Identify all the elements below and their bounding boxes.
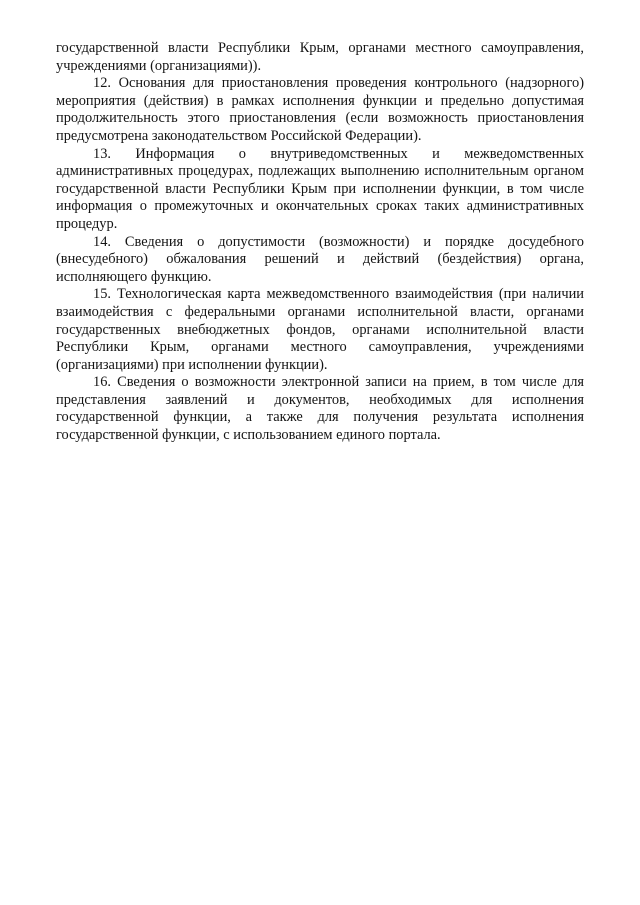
paragraph-item-14: 14. Сведения о допустимости (возможности) и порядке досудебного (внесудебного) обжалования решений и действий (бездействия) органа, исполняющего функцию. bbox=[56, 233, 584, 285]
paragraph-item-13: 13. Информация о внутриведомственных и межведомственных административных процедурах, подлежащих выполнению исполнительным органом государственной власти Республики Крым при исполнении функции, в том числе информация о промежуточных и окончательных сроках таких административных процедур. bbox=[56, 145, 584, 232]
paragraph-continuation: государственной власти Республики Крым, органами местного самоуправления, учреждениями (организациями)). bbox=[56, 40, 584, 74]
paragraph-item-15: 15. Технологическая карта межведомственного взаимодействия (при наличии взаимодействия с федеральными органами исполнительной власти, органами государственных внебюджетных фондов, органами исполнительной власти Республики Крым, органами местного самоуправления, учреждениями (организациями) при исполнении функции). bbox=[56, 286, 584, 373]
paragraph-item-16: 16. Сведения о возможности электронной записи на прием, в том числе для представления заявлений и документов, необходимых для исполнения государственной функции, а также для получения результата исполнения государственной функции, с использованием единого портала. bbox=[56, 374, 584, 444]
paragraph-item-12: 12. Основания для приостановления проведения контрольного (надзорного) мероприятия (действия) в рамках исполнения функции и предельно допустимая продолжительность этого приостановления (если возможность приостановления предусмотрена законодательством Российской Федерации). bbox=[56, 75, 584, 144]
document-page bbox=[56, 40, 584, 445]
